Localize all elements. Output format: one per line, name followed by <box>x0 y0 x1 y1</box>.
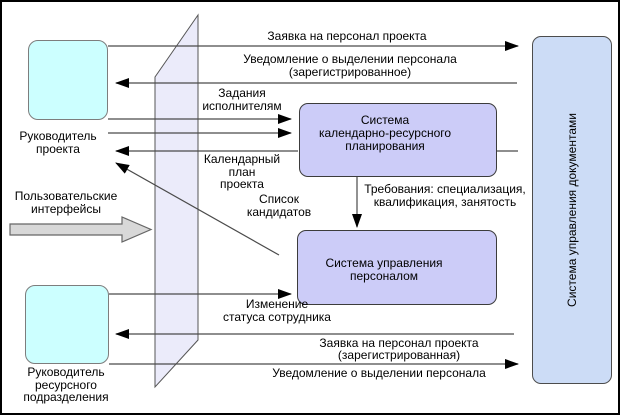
flow-label-candidates <box>204 193 354 219</box>
ui-layer-label-line2: интерфейсы <box>31 202 101 216</box>
flow-label-calendar-plan <box>167 153 317 191</box>
actor-label-resource-manager-line3: подразделения <box>23 390 109 404</box>
flow-label-tasks <box>167 87 317 113</box>
system-label-planning <box>319 114 451 153</box>
flow-label-requirements-line2: квалификация, занятость <box>373 195 517 209</box>
flow-label-notification-registered-line2: (зарегистрированное) <box>288 65 412 79</box>
flow-label-requirements <box>345 183 545 209</box>
flow-label-notification-registered <box>225 53 475 79</box>
flow-label-notification-registered-line1: Уведомление о выделении персонала <box>243 52 457 66</box>
flow-label-tasks-line2: исполнителям <box>202 99 282 113</box>
flow-label-notification <box>254 367 504 380</box>
actor-label-project-manager-line2: проекта <box>36 142 80 156</box>
actor-label-project-manager-line1: Руководитель <box>19 129 97 143</box>
ui-layer-block-arrow-icon <box>10 217 151 242</box>
actor-label-resource-manager <box>5 366 127 404</box>
ui-layer-panel <box>155 15 198 387</box>
flow-label-candidates-line2: кандидатов <box>246 205 312 219</box>
flow-label-request-registered-line1: Заявка на персонал проекта <box>319 336 479 350</box>
actor-label-resource-manager-line1: Руководитель <box>27 365 105 379</box>
flow-label-request-registered <box>299 337 499 361</box>
system-label-documents: Система управления документами <box>565 113 579 307</box>
system-label-personnel <box>325 257 442 283</box>
flow-label-calendar-plan-line2: план <box>228 164 256 179</box>
actor-box-resource-manager <box>25 285 109 364</box>
system-box-documents <box>532 36 612 384</box>
flow-label-requirements-line1: Требования: специализация, <box>364 182 526 196</box>
system-box-personnel <box>297 230 497 305</box>
actor-label-resource-manager-line2: ресурсного <box>35 377 97 392</box>
flow-label-request-registered-line2: (зарегистрированная) <box>337 348 461 362</box>
ui-layer-label <box>6 190 126 216</box>
system-label-personnel-line2: персоналом <box>349 268 418 283</box>
system-box-planning <box>299 103 497 177</box>
flow-label-tasks-line1: Задания <box>218 86 266 100</box>
flow-label-notification-line1: Уведомление о выделении персонала <box>272 366 486 380</box>
system-label-planning-line3: планирования <box>345 138 425 153</box>
flow-label-request-line1: Заявка на персонал проекта <box>267 29 427 43</box>
flow-label-candidates-line1: Список <box>259 192 299 206</box>
flow-label-status-change-line1: Изменение <box>245 297 309 311</box>
ui-layer-label-line1: Пользовательские <box>14 189 118 203</box>
flow-label-calendar-plan-line3: проекта <box>220 177 264 191</box>
flow-label-status-change-line2: статуса сотрудника <box>223 310 331 324</box>
flow-label-calendar-plan-line1: Календарный <box>203 152 281 166</box>
actor-box-project-manager <box>28 40 108 120</box>
system-label-planning-line1: Система <box>360 112 410 127</box>
system-label-planning-line2: календарно-ресурсного <box>318 125 452 140</box>
flow-label-status-change <box>177 298 377 324</box>
actor-label-project-manager <box>0 130 120 156</box>
system-label-personnel-line1: Система управления <box>325 255 443 270</box>
flow-label-request <box>222 30 472 43</box>
